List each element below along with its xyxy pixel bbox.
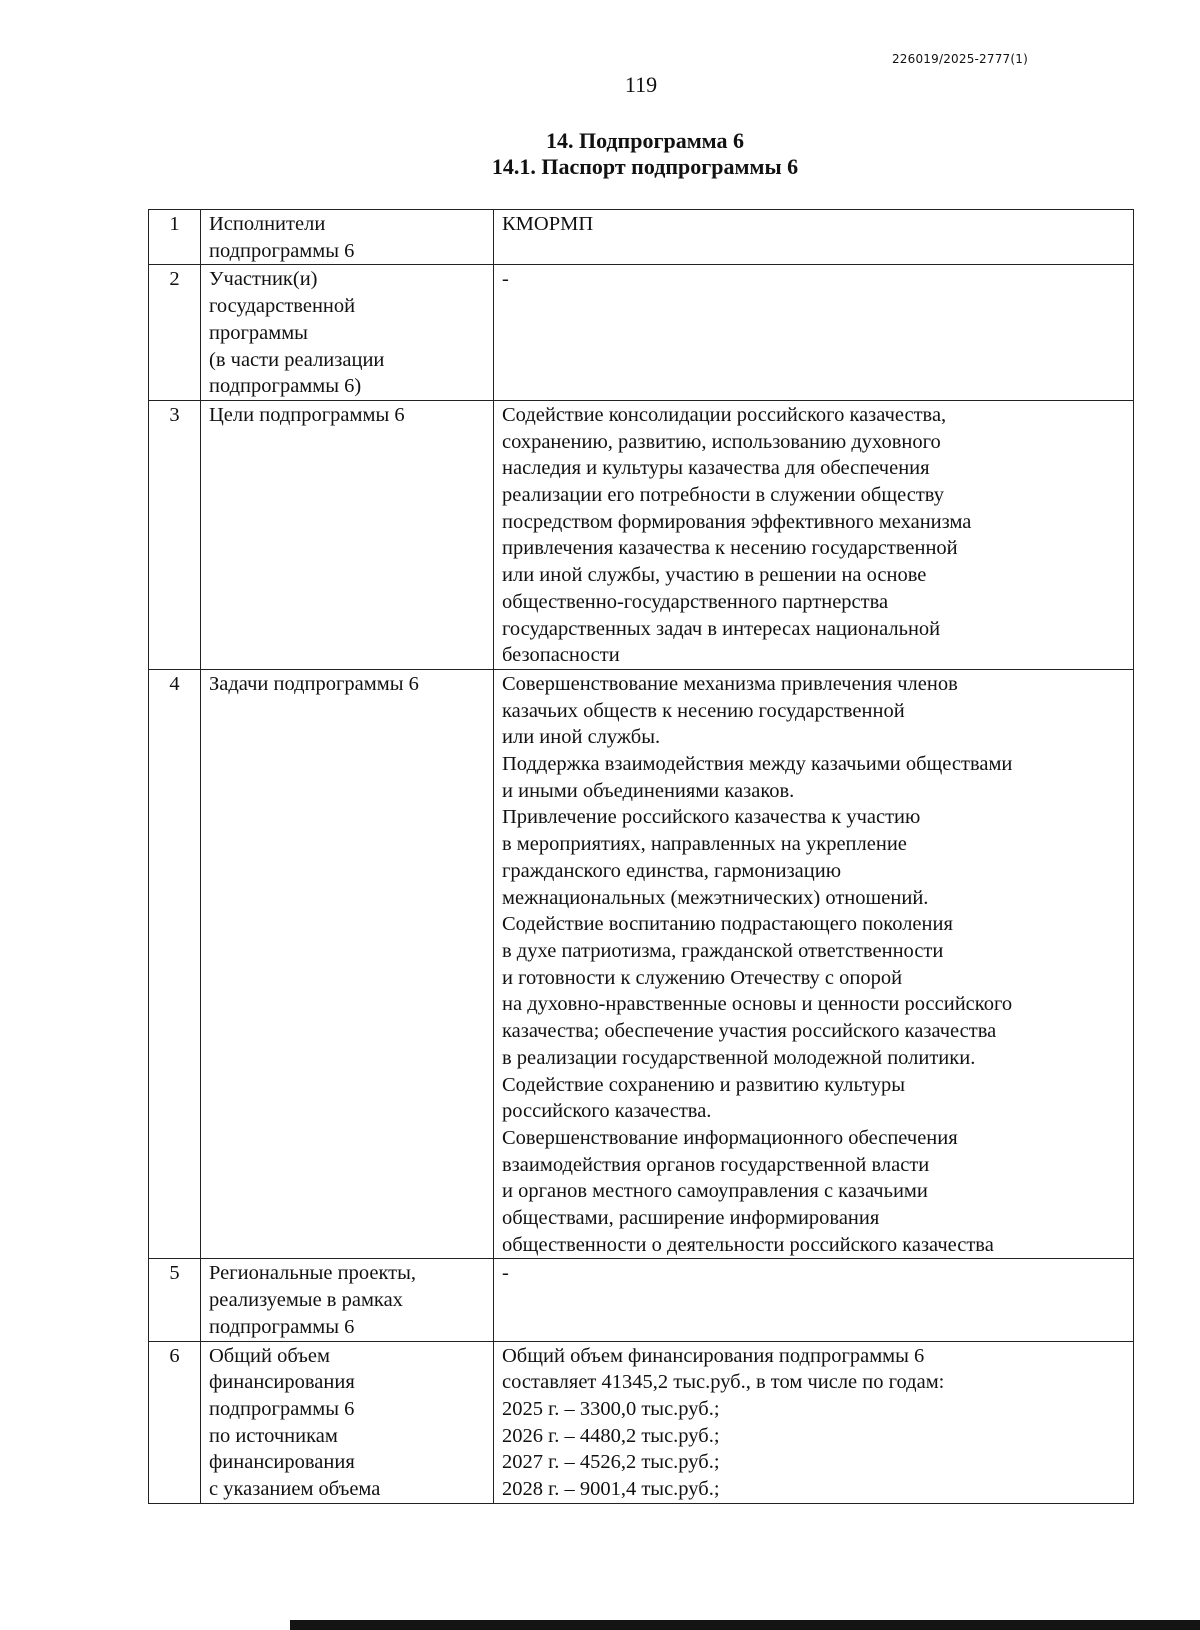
row-content: Совершенствование механизма привлечения членов казачьих обществ к несению государственной или иной службы. Поддержка взаимодействия между казачьими обществами и иными объединениями казаков. Привлечение российского казачества к участию в мероприятиях, направленных на укрепление гражданского единства, гармонизацию межнациональных (межэтнических) отношений. Содействие воспитанию подрастающего поколения в духе патриотизма, гражданской ответственности и готовности к служению Отечеству с опорой на духовно-нравственные основы и ценности российского казачества; обеспечение участия российского казачества в реализации государственной молодежной политики. Содействие сохранению и развитию культуры российского казачества. Совершенствование информационного обеспечения взаимодействия органов государственной власти и органов местного самоуправления с казачьими обществами, расширение информирования общественности о деятельности российского казачества [494, 669, 1134, 1258]
section-heading: 14. Подпрограмма 6 [545, 128, 745, 153]
row-content: КМОРМП [494, 210, 1134, 265]
row-number: 4 [149, 669, 201, 1258]
subprogram-passport-table [148, 209, 1134, 1504]
row-number: 6 [149, 1341, 201, 1503]
table-row [149, 210, 1134, 265]
scan-edge-shadow [290, 1620, 1200, 1630]
row-content: - [494, 1259, 1134, 1341]
table-row [149, 1341, 1134, 1503]
row-label: Цели подпрограммы 6 [201, 400, 494, 669]
table-row [149, 400, 1134, 669]
row-number: 1 [149, 210, 201, 265]
table-row [149, 265, 1134, 401]
subsection-heading: 14.1. Паспорт подпрограммы 6 [491, 154, 799, 179]
row-number: 5 [149, 1259, 201, 1341]
row-number: 2 [149, 265, 201, 401]
row-label: Исполнители подпрограммы 6 [201, 210, 494, 265]
row-label: Участник(и) государственной программы (в части реализации подпрограммы 6) [201, 265, 494, 401]
page-number: 119 [624, 72, 658, 97]
row-number: 3 [149, 400, 201, 669]
table-row [149, 669, 1134, 1258]
row-content: - [494, 265, 1134, 401]
row-content: Содействие консолидации российского казачества, сохранению, развитию, использованию духовного наследия и культуры казачества для обеспечения реализации его потребности в служении обществу посредством формирования эффективного механизма привлечения казачества к несению государственной или иной службы, участию в решении на основе общественно-государственного партнерства государственных задач в интересах национальной безопасности [494, 400, 1134, 669]
row-label: Общий объем финансирования подпрограммы 6 по источникам финансирования с указанием объема [201, 1341, 494, 1503]
row-content: Общий объем финансирования подпрограммы 6 составляет 41345,2 тыс.руб., в том числе по годам: 2025 г. – 3300,0 тыс.руб.; 2026 г. – 4480,2 тыс.руб.; 2027 г. – 4526,2 тыс.руб.; 2028 г. – 9001,4 тыс.руб.; [494, 1341, 1134, 1503]
table-row [149, 1259, 1134, 1341]
row-label: Задачи подпрограммы 6 [201, 669, 494, 1258]
row-label: Региональные проекты, реализуемые в рамках подпрограммы 6 [201, 1259, 494, 1341]
document-id: 226019/2025-2777(1) [891, 52, 1028, 66]
